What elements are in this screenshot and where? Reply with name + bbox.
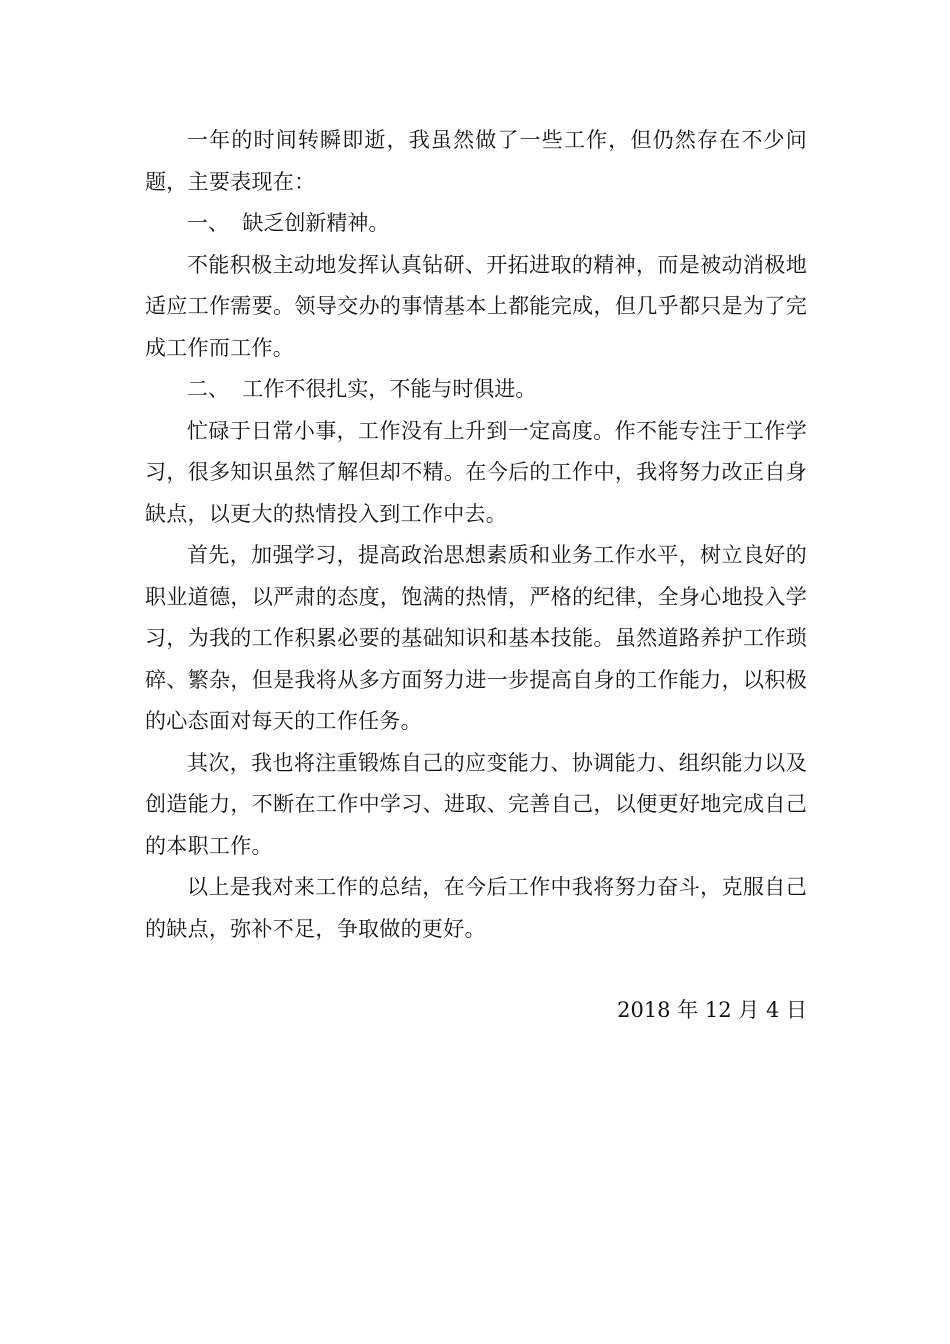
paragraph-intro: 一年的时间转瞬即逝，我虽然做了一些工作，但仍然存在不少问题，主要表现在： xyxy=(145,128,807,194)
document-date: 2018 年 12 月 4 日 xyxy=(617,998,807,1022)
paragraph-second-plan: 其次，我也将注重锻炼自己的应变能力、协调能力、组织能力以及创造能力，不断在工作中学习、进取、完善自己，以便更好地完成自己的本职工作。 xyxy=(145,750,807,858)
heading-point-two: 二、 工作不很扎实，不能与时俱进。 xyxy=(187,377,537,401)
document-body xyxy=(145,120,807,950)
paragraph-conclusion: 以上是我对来工作的总结，在今后工作中我将努力奋斗，克服自己的缺点，弥补不足，争取做的更好。 xyxy=(145,875,807,941)
paragraph-point-two: 忙碌于日常小事，工作没有上升到一定高度。作不能专注于工作学习，很多知识虽然了解但却不精。在今后的工作中，我将努力改正自身缺点，以更大的热情投入到工作中去。 xyxy=(145,418,807,526)
paragraph-point-one: 不能积极主动地发挥认真钻研、开拓进取的精神，而是被动消极地适应工作需要。领导交办的事情基本上都能完成，但几乎都只是为了完成工作而工作。 xyxy=(145,252,807,360)
paragraph-first-plan: 首先，加强学习，提高政治思想素质和业务工作水平，树立良好的职业道德，以严肃的态度，饱满的热情，严格的纪律，全身心地投入学习，为我的工作积累必要的基础知识和基本技能。虽然道路养护工作琐碎、繁杂，但是我将从多方面努力进一步提高自身的工作能力，以积极的心态面对每天的工作任务。 xyxy=(145,543,807,733)
heading-point-one: 一、 缺乏创新精神。 xyxy=(187,211,390,235)
